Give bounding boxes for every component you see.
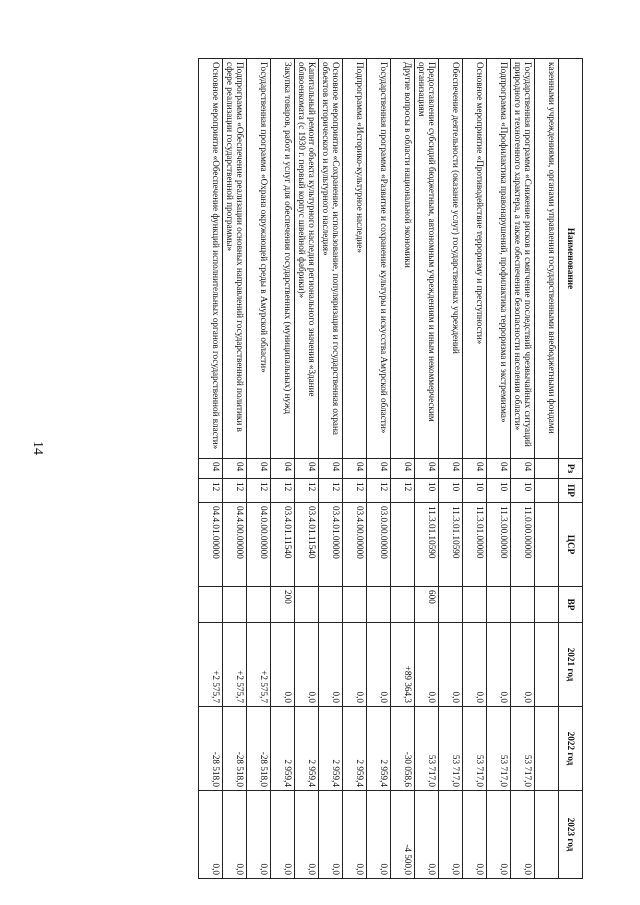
cell-csr: 04.4.00.00000 <box>223 503 247 587</box>
table-body <box>199 59 559 879</box>
cell-pr: 12 <box>199 479 223 503</box>
cell-vr <box>487 587 511 623</box>
cell-pr: 12 <box>391 479 415 503</box>
cell-csr: 04.4.01.00000 <box>199 503 223 587</box>
cell-vr <box>511 587 535 623</box>
cell-2023: 0,0 <box>319 791 343 879</box>
cell-csr: 03.0.00.00000 <box>367 503 391 587</box>
cell-2022: 2 959,4 <box>343 707 367 791</box>
cell-rz: 04 <box>247 459 271 479</box>
cell-pr: 10 <box>415 479 439 503</box>
cell-rz: 04 <box>271 459 295 479</box>
cell-2022: -28 518,0 <box>247 707 271 791</box>
cell-rz: 04 <box>367 459 391 479</box>
cell-2023 <box>535 791 559 879</box>
cell-2021: 0,0 <box>271 623 295 707</box>
cell-2021: 0,0 <box>295 623 319 707</box>
cell-2023: 0,0 <box>271 791 295 879</box>
cell-vr: 200 <box>271 587 295 623</box>
cell-name: Государственная программа «Охрана окружающей среды в Амурской области» <box>247 59 271 459</box>
table-row <box>439 59 463 879</box>
cell-name: Подпрограмма «Обеспечение реализации основных направлений государственной политики в сфере реализации государственной программы» <box>223 59 247 459</box>
header-name: Наименование <box>559 59 583 459</box>
cell-2021: +89 364,3 <box>391 623 415 707</box>
cell-rz: 04 <box>343 459 367 479</box>
cell-name: Подпрограмма «Профилактика правонарушений, профилактика терроризма и экстремизма» <box>487 59 511 459</box>
cell-2021 <box>535 623 559 707</box>
cell-vr <box>463 587 487 623</box>
table-row <box>247 59 271 879</box>
table-row <box>199 59 223 879</box>
cell-2021: +2 575,7 <box>247 623 271 707</box>
table-row <box>271 59 295 879</box>
cell-2023: 0,0 <box>511 791 535 879</box>
table-row <box>487 59 511 879</box>
cell-2021: 0,0 <box>343 623 367 707</box>
cell-pr: 12 <box>247 479 271 503</box>
cell-csr: 11.3.01.10590 <box>439 503 463 587</box>
cell-name: казенными учреждениями, органами управления государственными внебюджетными фондами <box>535 59 559 459</box>
cell-pr: 10 <box>487 479 511 503</box>
cell-name: Обеспечение деятельности (оказание услуг) государственных учреждений <box>439 59 463 459</box>
cell-2023: 0,0 <box>223 791 247 879</box>
header-vr: ВР <box>559 587 583 623</box>
budget-table <box>198 58 583 879</box>
table-row <box>319 59 343 879</box>
cell-2022: -28 518,0 <box>199 707 223 791</box>
cell-csr: 04.0.00.00000 <box>247 503 271 587</box>
cell-vr <box>535 587 559 623</box>
page-number: 14 <box>30 441 45 455</box>
cell-rz <box>535 459 559 479</box>
cell-2022: 2 959,4 <box>367 707 391 791</box>
cell-2022: 53 717,0 <box>511 707 535 791</box>
cell-2023: 0,0 <box>199 791 223 879</box>
table-row <box>535 59 559 879</box>
header-rz: Рз <box>559 459 583 479</box>
cell-2022: 53 717,0 <box>463 707 487 791</box>
cell-csr: 11.3.01.00000 <box>463 503 487 587</box>
header-csr: ЦСР <box>559 503 583 587</box>
cell-name: Другие вопросы в области национальной экономики <box>391 59 415 459</box>
cell-csr: 03.4.01.11540 <box>295 503 319 587</box>
cell-2021: +2 575,7 <box>199 623 223 707</box>
cell-csr <box>391 503 415 587</box>
cell-2022: -28 518,0 <box>223 707 247 791</box>
cell-2022 <box>535 707 559 791</box>
table-row <box>223 59 247 879</box>
cell-2021: +2 575,7 <box>223 623 247 707</box>
cell-name: Основное мероприятие «Противодействие терроризму и преступности» <box>463 59 487 459</box>
cell-2021: 0,0 <box>463 623 487 707</box>
cell-vr <box>319 587 343 623</box>
cell-2021: 0,0 <box>487 623 511 707</box>
cell-2022: -30 058,6 <box>391 707 415 791</box>
cell-rz: 04 <box>295 459 319 479</box>
cell-rz: 04 <box>439 459 463 479</box>
cell-2021: 0,0 <box>319 623 343 707</box>
cell-vr <box>223 587 247 623</box>
cell-rz: 04 <box>223 459 247 479</box>
cell-2023: 0,0 <box>463 791 487 879</box>
cell-2023: 0,0 <box>415 791 439 879</box>
cell-csr: 03.4.01.00000 <box>319 503 343 587</box>
cell-name: Предоставление субсидий бюджетным, автономным учреждениям и иным некоммерческим организациям <box>415 59 439 459</box>
cell-2023: 0,0 <box>295 791 319 879</box>
cell-2023: 0,0 <box>247 791 271 879</box>
cell-pr: 10 <box>439 479 463 503</box>
cell-pr: 12 <box>343 479 367 503</box>
table-row <box>367 59 391 879</box>
cell-vr <box>391 587 415 623</box>
cell-vr <box>439 587 463 623</box>
cell-vr <box>367 587 391 623</box>
cell-pr: 12 <box>223 479 247 503</box>
cell-2022: 2 959,4 <box>319 707 343 791</box>
cell-name: Основное мероприятие «Обеспечение функций исполнительных органов государственной власти» <box>199 59 223 459</box>
cell-2023: 0,0 <box>367 791 391 879</box>
cell-rz: 04 <box>487 459 511 479</box>
cell-pr: 12 <box>295 479 319 503</box>
cell-csr: 03.4.01.11540 <box>271 503 295 587</box>
cell-2021: 0,0 <box>511 623 535 707</box>
cell-name: Основное мероприятие «Сохранение, использование, популяризация и государственная охрана объектов исторического и культурного наследия» <box>319 59 343 459</box>
table-row <box>463 59 487 879</box>
cell-name: Подпрограмма «Историко-культурное наследие» <box>343 59 367 459</box>
cell-rz: 04 <box>199 459 223 479</box>
cell-2023: 0,0 <box>439 791 463 879</box>
cell-2022: 53 717,0 <box>439 707 463 791</box>
cell-pr: 10 <box>511 479 535 503</box>
table-header-row <box>559 59 583 879</box>
cell-csr: 11.3.00.00000 <box>487 503 511 587</box>
cell-2021: 0,0 <box>367 623 391 707</box>
cell-rz: 04 <box>391 459 415 479</box>
rotated-table-wrapper <box>83 58 583 878</box>
cell-name: Государственная программа «Снижение рисков и смягчение последствий чрезвычайных ситуаций природного и техногенного характера, а также обеспечение безопасности населения области» <box>511 59 535 459</box>
cell-2022: 2 959,4 <box>295 707 319 791</box>
cell-2022: 53 717,0 <box>415 707 439 791</box>
cell-name: Закупка товаров, работ и услуг для обеспечения государственных (муниципальных) нужд <box>271 59 295 459</box>
cell-vr <box>199 587 223 623</box>
table-row <box>415 59 439 879</box>
cell-2021: 0,0 <box>415 623 439 707</box>
cell-csr: 11.3.01.10590 <box>415 503 439 587</box>
cell-csr: 03.4.00.00000 <box>343 503 367 587</box>
cell-2022: 53 717,0 <box>487 707 511 791</box>
cell-2023: 0,0 <box>487 791 511 879</box>
cell-csr <box>535 503 559 587</box>
cell-2021: 0,0 <box>439 623 463 707</box>
table-row <box>343 59 367 879</box>
cell-rz: 04 <box>463 459 487 479</box>
header-2023: 2023 год <box>559 791 583 879</box>
cell-name: Капитальный ремонт объекта культурного наследия регионального значения «Здание облвоенкомата (с 1930 г. первый корпус швейной фабрики)» <box>295 59 319 459</box>
header-pr: ПР <box>559 479 583 503</box>
cell-rz: 04 <box>511 459 535 479</box>
cell-rz: 04 <box>319 459 343 479</box>
cell-vr: 600 <box>415 587 439 623</box>
cell-rz: 04 <box>415 459 439 479</box>
cell-vr <box>343 587 367 623</box>
cell-2023: -4 500,0 <box>391 791 415 879</box>
cell-pr <box>535 479 559 503</box>
table-row <box>511 59 535 879</box>
cell-pr: 12 <box>367 479 391 503</box>
cell-csr: 11.0.00.00000 <box>511 503 535 587</box>
table-row <box>295 59 319 879</box>
cell-vr <box>247 587 271 623</box>
cell-pr: 10 <box>463 479 487 503</box>
cell-pr: 12 <box>271 479 295 503</box>
header-2021: 2021 год <box>559 623 583 707</box>
cell-vr <box>295 587 319 623</box>
cell-name: Государственная программа «Развитие и сохранение культуры и искусства Амурской области» <box>367 59 391 459</box>
cell-2022: 2 959,4 <box>271 707 295 791</box>
cell-2023: 0,0 <box>343 791 367 879</box>
cell-pr: 12 <box>319 479 343 503</box>
table-row <box>391 59 415 879</box>
header-2022: 2022 год <box>559 707 583 791</box>
